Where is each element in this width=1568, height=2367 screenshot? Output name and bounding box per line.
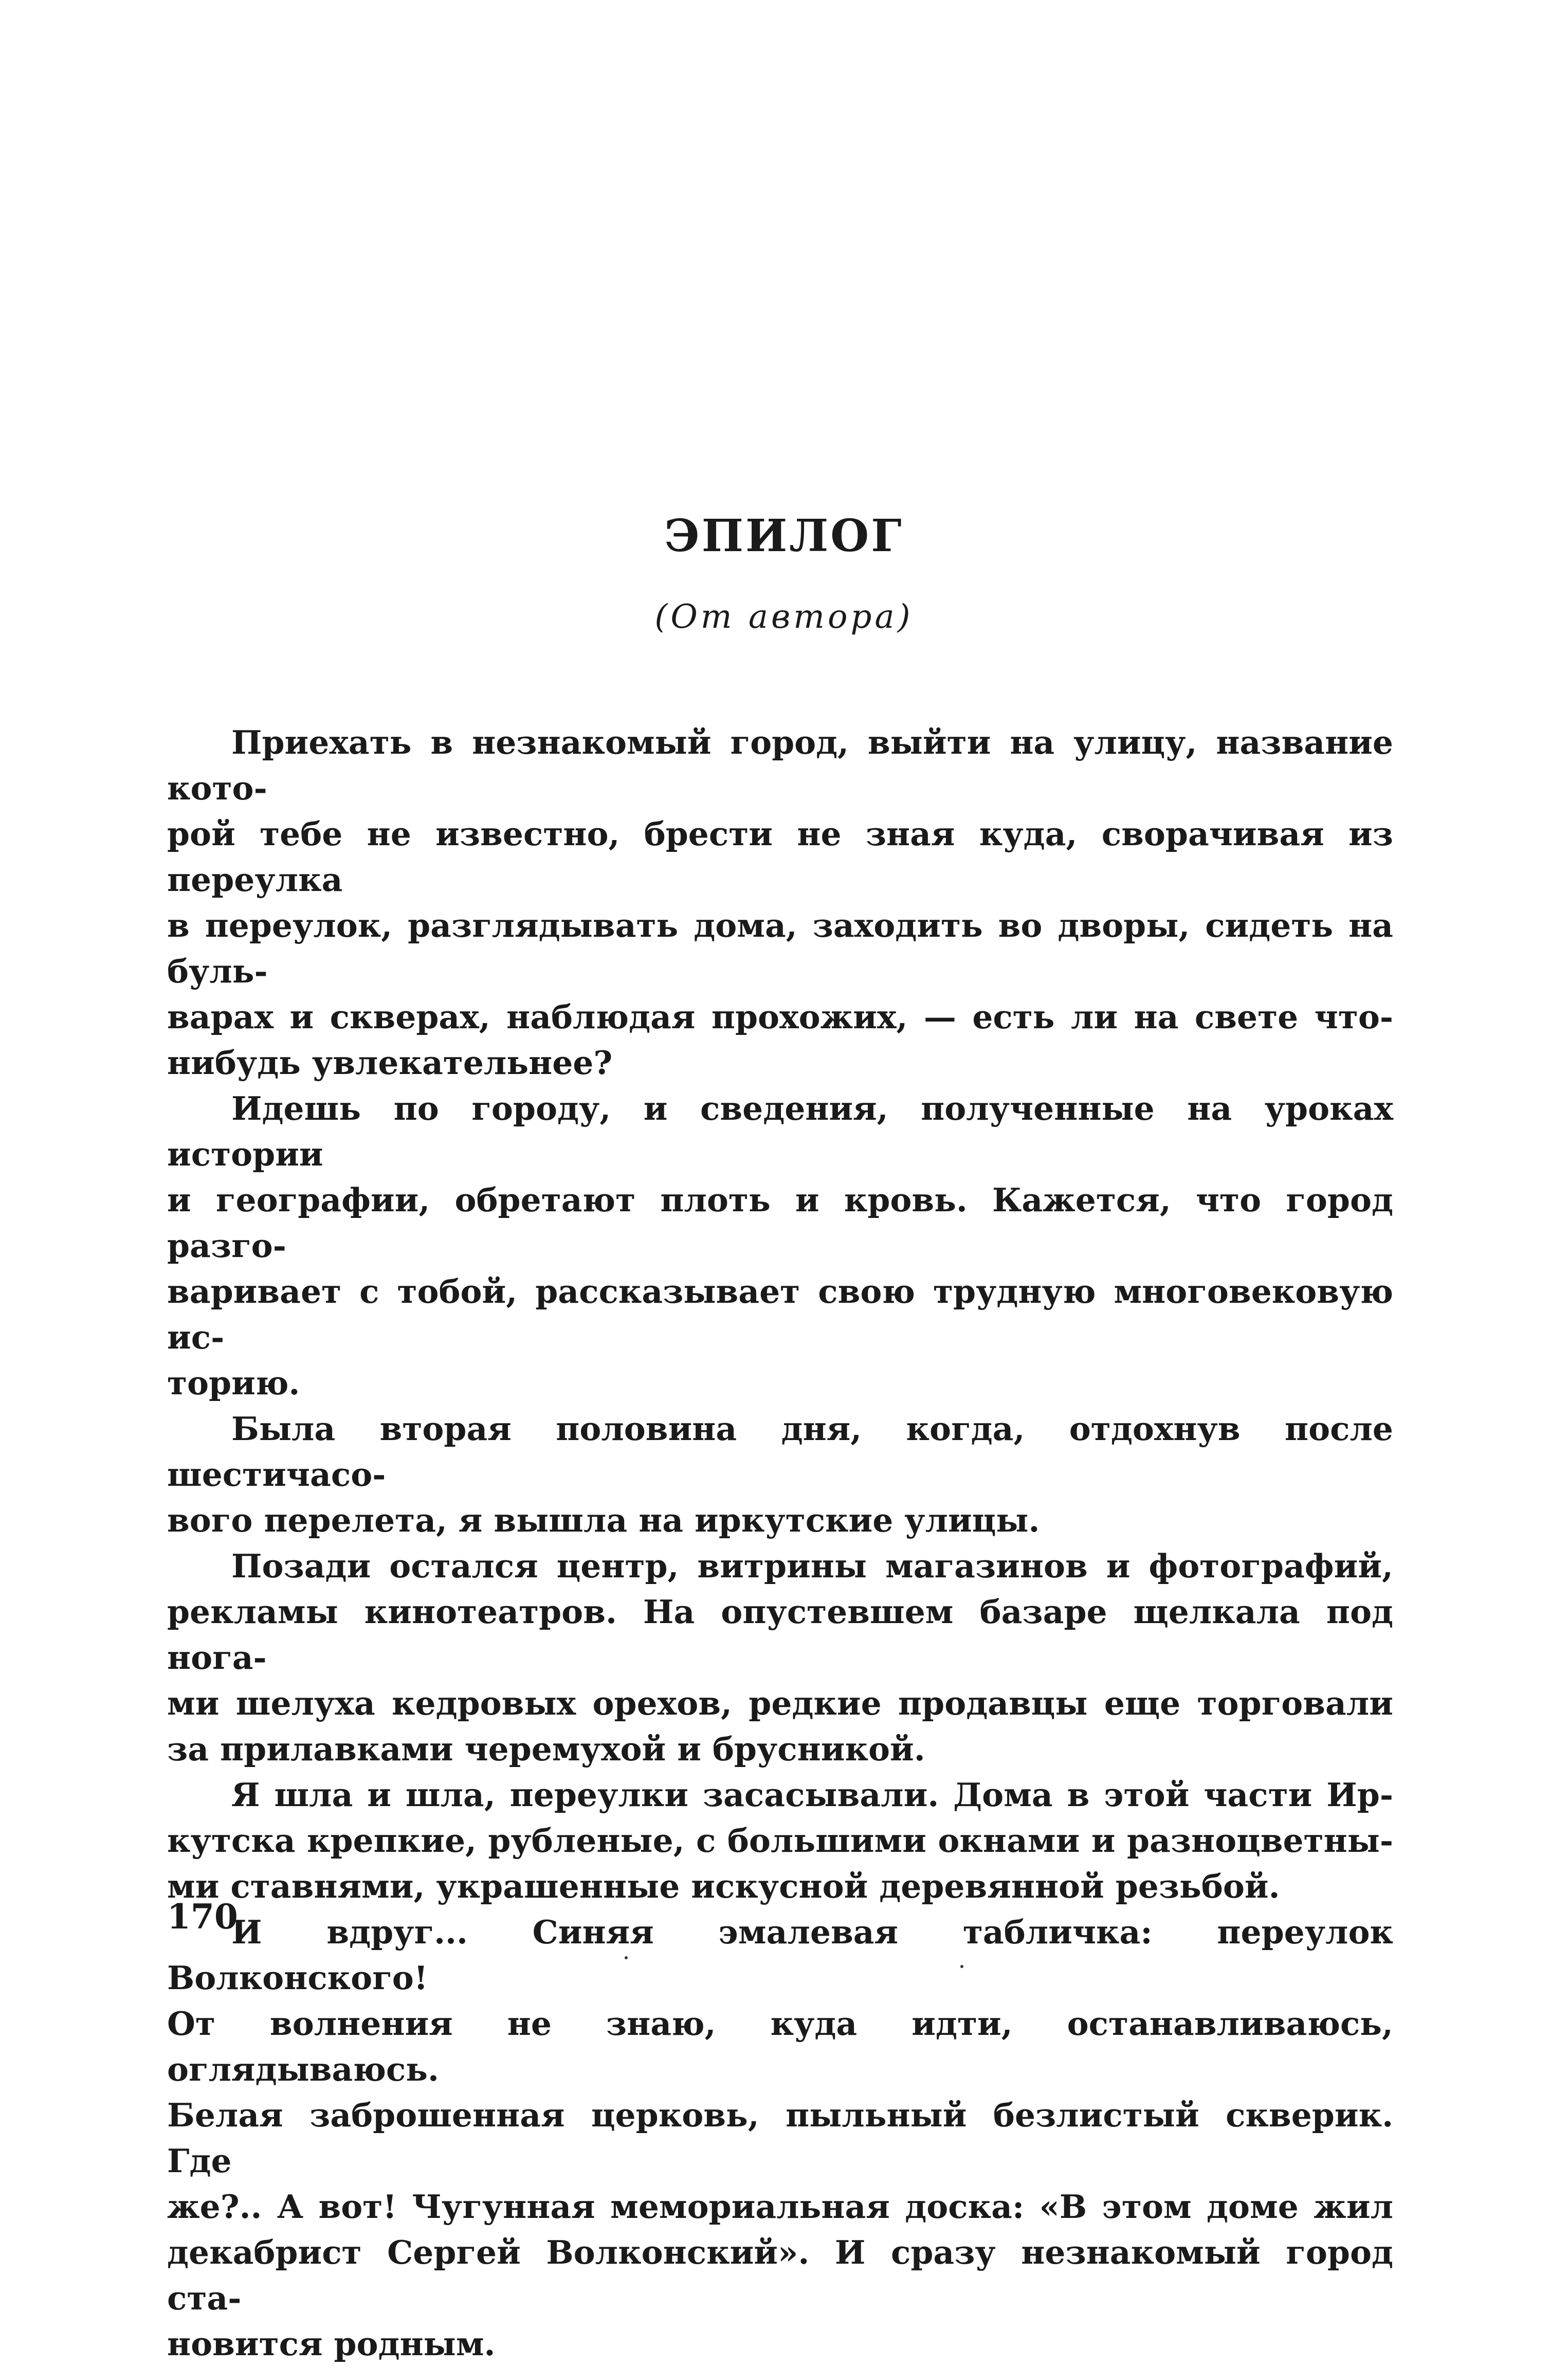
text-line: Я шла и шла, переулки засасывали. Дома в этой части Ир-	[231, 1776, 1393, 1814]
text-line: новится родным.	[167, 2325, 496, 2363]
text-line: же?.. А вот! Чугунная мемориальная доска: «В этом доме жил	[167, 2188, 1393, 2226]
text-line: за прилавками черемухой и брусникой.	[167, 1730, 925, 1768]
chapter-title: ЭПИЛОГ	[664, 510, 904, 562]
text-line: торию.	[167, 1364, 300, 1402]
text-line: И вдруг... Синяя эмалевая табличка: переулок Волконского!	[167, 1913, 1393, 1997]
text-line: декабрист Сергей Волконский». И сразу незнакомый город ста-	[167, 2233, 1393, 2317]
text-line: Позади остался центр, витрины магазинов и фотографий,	[231, 1547, 1393, 1585]
text-line: От волнения не знаю, куда идти, останавливаюсь, оглядываюсь.	[167, 2005, 1393, 2088]
text-line: вого перелета, я вышла на иркутские улицы.	[167, 1501, 1040, 1539]
text-line: рекламы кинотеатров. На опустевшем базаре щелкала под нога-	[167, 1593, 1393, 1677]
text-line: Белая заброшенная церковь, пыльный безлистый скверик. Где	[167, 2096, 1393, 2180]
text-line: Была вторая половина дня, когда, отдохнув после шестичасо-	[167, 1410, 1393, 1494]
text-line: нибудь увлекательнее?	[167, 1044, 613, 1082]
text-line: Идешь по городу, и сведения, полученные на уроках истории	[167, 1089, 1393, 1173]
paragraph-1	[167, 720, 1393, 1086]
text-line: варах и скверах, наблюдая прохожих, — есть ли на свете что-	[167, 998, 1393, 1036]
text-line: в переулок, разглядывать дома, заходить во дворы, сидеть на буль-	[167, 906, 1393, 990]
paragraph-3	[167, 1406, 1393, 1543]
page-number: 170	[167, 1897, 238, 1937]
text-line: ми ставнями, украшенные искусной деревянной резьбой.	[167, 1867, 1280, 1905]
body-text	[167, 720, 1393, 2367]
chapter-subtitle: (От автора)	[654, 598, 914, 636]
scan-speck	[625, 1956, 628, 1959]
paragraph-4	[167, 1543, 1393, 1772]
text-line: рой тебе не известно, брести не зная куда, сворачивая из переулка	[167, 815, 1393, 899]
text-line: ми шелуха кедровых орехов, редкие продавцы еще торговали	[167, 1684, 1393, 1722]
paragraph-5	[167, 1772, 1393, 1909]
text-line: варивает с тобой, рассказывает свою трудную многовековую ис-	[167, 1272, 1393, 1356]
scan-speck	[960, 1965, 963, 1968]
paragraph-6	[167, 1909, 1393, 2367]
text-line: кутска крепкие, рубленые, с большими окнами и разноцветны-	[167, 1822, 1393, 1860]
text-line: и географии, обретают плоть и кровь. Кажется, что город разго-	[167, 1181, 1393, 1265]
text-line: Приехать в незнакомый город, выйти на улицу, название кото-	[167, 723, 1393, 807]
paragraph-2	[167, 1086, 1393, 1406]
